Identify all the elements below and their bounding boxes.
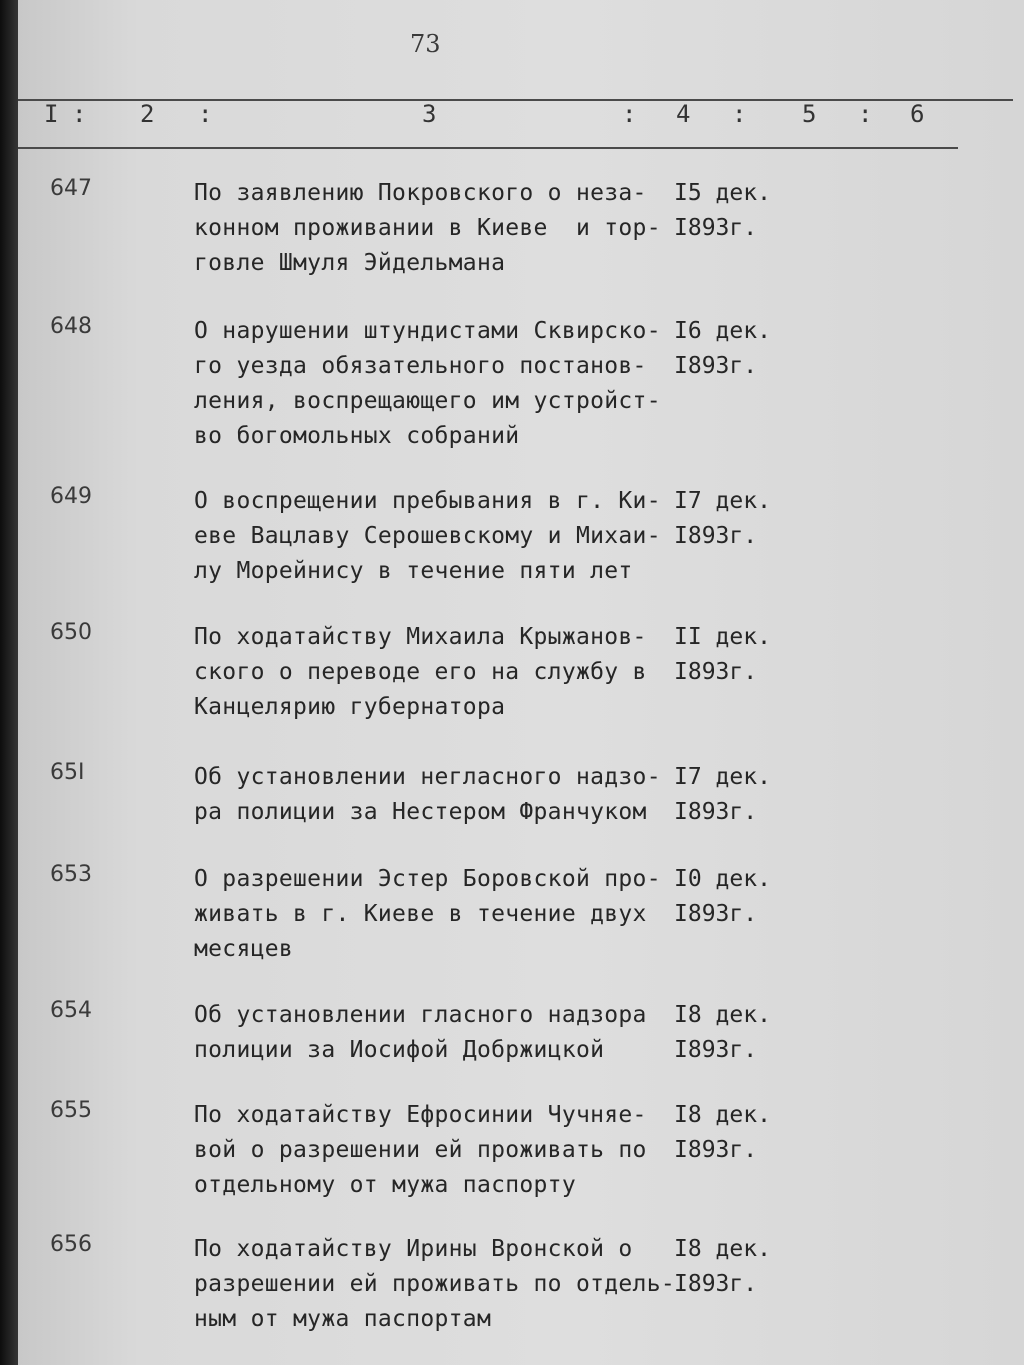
date-day: II дек. [674,624,771,650]
entry-number: 649 [50,484,92,509]
entry-number: 655 [50,1098,92,1123]
date-year: I893г. [674,1137,758,1163]
entry-number: 650 [50,620,92,645]
entry-date [674,484,771,554]
description-line: О разрешении Эстер Боровской про- [194,866,661,892]
entry-date [674,998,771,1068]
date-day: I8 дек. [674,1236,771,1262]
description-line: ского о переводе его на службу в [194,659,647,685]
entry-description [194,314,674,454]
description-line: По ходатайству Михаила Крыжанов- [194,624,647,650]
entry-date [674,314,771,384]
date-day: I7 дек. [674,488,771,514]
column-separator: : [198,100,213,128]
entry-date [674,176,771,246]
entry-date [674,1098,771,1168]
description-line: го уезда обязательного постанов- [194,353,647,379]
entry-date [674,620,771,690]
entry-date [674,1232,771,1302]
entry-description [194,862,674,967]
date-day: I8 дек. [674,1002,771,1028]
entry-date [674,862,771,932]
column-separator: : [858,100,873,128]
entry-description [194,760,674,830]
description-line: говле Шмуля Эйдельмана [194,250,506,276]
entry-number: 648 [50,314,92,339]
description-line: конном проживании в Киеве и тор- [194,215,661,241]
column-4-header: 4 [676,100,691,128]
entry-number: 653 [50,862,92,887]
description-line: живать в г. Киеве в течение двух [194,901,647,927]
description-line: ления, воспрещающего им устройст- [194,388,661,414]
description-line: Об установлении негласного надзо- [194,764,661,790]
date-year: I893г. [674,215,758,241]
description-line: О воспрещении пребывания в г. Ки- [194,488,661,514]
column-separator: : [72,100,87,128]
date-year: I893г. [674,1271,758,1297]
column-separator: : [622,100,637,128]
entry-description [194,998,674,1068]
date-year: I893г. [674,523,758,549]
description-line: еве Вацлаву Серошевскому и Михаи- [194,523,661,549]
column-1-header: I [44,100,59,128]
entry-description [194,176,674,281]
date-year: I893г. [674,659,758,685]
date-day: I0 дек. [674,866,771,892]
description-line: О нарушении штундистами Сквирско- [194,318,661,344]
date-day: I6 дек. [674,318,771,344]
entry-description [194,1232,674,1337]
entry-number: 656 [50,1232,92,1257]
column-5-header: 5 [802,100,817,128]
description-line: ным от мужа паспортам [194,1306,492,1332]
description-line: месяцев [194,936,294,962]
entry-date [674,760,771,830]
entry-description [194,484,674,589]
description-line: По заявлению Покровского о неза- [194,180,647,206]
description-line: во богомольных собраний [194,423,520,449]
description-line: По ходатайству Ирины Вронской о [194,1236,633,1262]
date-day: I5 дек. [674,180,771,206]
entry-description [194,620,674,725]
date-year: I893г. [674,799,758,825]
description-line: отдельному от мужа паспорту [194,1172,576,1198]
description-line: лу Морейнису в течение пяти лет [194,558,633,584]
column-3-header: 3 [422,100,437,128]
entry-number: 654 [50,998,92,1023]
description-line: ра полиции за Нестером Франчуком [194,799,647,825]
date-year: I893г. [674,1037,758,1063]
date-year: I893г. [674,901,758,927]
description-line: Об установлении гласного надзора [194,1002,647,1028]
document-page [18,0,1024,1365]
binding-edge [0,0,20,1365]
entry-description [194,1098,674,1203]
description-line: полиции за Иосифой Добржицкой [194,1037,605,1063]
date-year: I893г. [674,353,758,379]
column-6-header: 6 [910,100,925,128]
date-day: I7 дек. [674,764,771,790]
description-line: разрешении ей проживать по отдель- [194,1271,676,1297]
column-2-header: 2 [140,100,155,128]
description-line: вой о разрешении ей проживать по [194,1137,647,1163]
entry-number: 647 [50,176,92,201]
description-line: По ходатайству Ефросинии Чучняе- [194,1102,647,1128]
entry-number: 65I [50,760,85,785]
description-line: Канцелярию губернатора [194,694,506,720]
table-header-bottom-rule [18,147,958,149]
column-separator: : [732,100,747,128]
page-number: 73 [410,30,441,58]
date-day: I8 дек. [674,1102,771,1128]
